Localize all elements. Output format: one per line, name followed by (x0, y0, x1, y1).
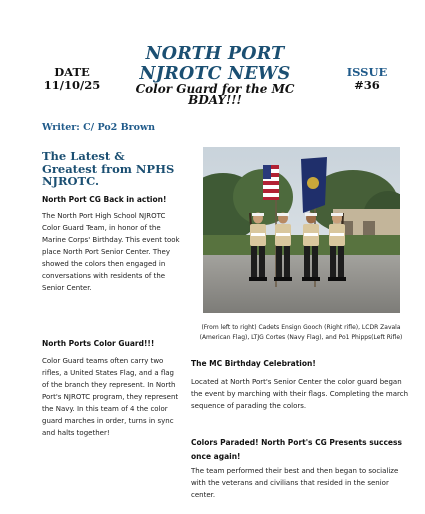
subtitle-line-1: Color Guard for the MC (135, 82, 295, 96)
title-line-2: NJROTC NEWS (139, 64, 291, 84)
section-body-cg-back: The North Port High School NJROTC Color Guard Team, in honor of the Marine Corps' Birthday. This event took place North Port Senior Center. They showed the colors then engaged in conversations with residents of the Senior Center. (42, 212, 180, 292)
section-heading-colors-paraded: Colors Paraded! North Port's CG Presents success once again! (191, 438, 402, 461)
section-heading-color-guard: North Ports Color Guard!!! (42, 339, 155, 348)
photo-caption: (From left to right) Cadets Ensign Gooch (Right rifle), LCDR Zavala (American Flag), LTJG Cortes (Navy Flag), and Po1 Phipps(Left Rifle) (199, 324, 403, 341)
title-line-1: NORTH PORT (145, 44, 285, 64)
section-heading-mc-birthday: The MC Birthday Celebration! (191, 359, 316, 368)
color-guard-photo (203, 147, 400, 313)
date-value: 11/10/25 (43, 78, 101, 92)
section-body-colors-paraded: The team performed their best and then began to socialize with the veterans and civilians that resided in the senior center. (191, 467, 399, 499)
date-label: DATE (54, 65, 90, 79)
newsletter-subtitle (110, 84, 320, 106)
date-block (32, 66, 112, 92)
issue-label: ISSUE (346, 65, 388, 79)
writer-byline: Writer: C/ Po2 Brown (42, 122, 156, 133)
newsletter-title (110, 44, 320, 84)
section-body-mc-birthday: Located at North Port's Senior Center the color guard began the event by marching with their flags. Completing the march sequence of parading the colors. (191, 378, 409, 410)
issue-value: #36 (354, 78, 380, 92)
lead-headline: The Latest & Greatest from NPHS NJROTC. (42, 149, 175, 188)
issue-block (337, 66, 397, 92)
section-body-color-guard: Color Guard teams often carry two rifles, a United States Flag, and a flag of the branch they represent. In North Port's NJROTC program, they represent the Navy. In this team of 4 the color guard marches in order, turns in sync and halts together! (42, 357, 179, 437)
subtitle-line-2: BDAY!!! (188, 93, 242, 107)
section-heading-cg-back: North Port CG Back in action! (42, 195, 167, 204)
